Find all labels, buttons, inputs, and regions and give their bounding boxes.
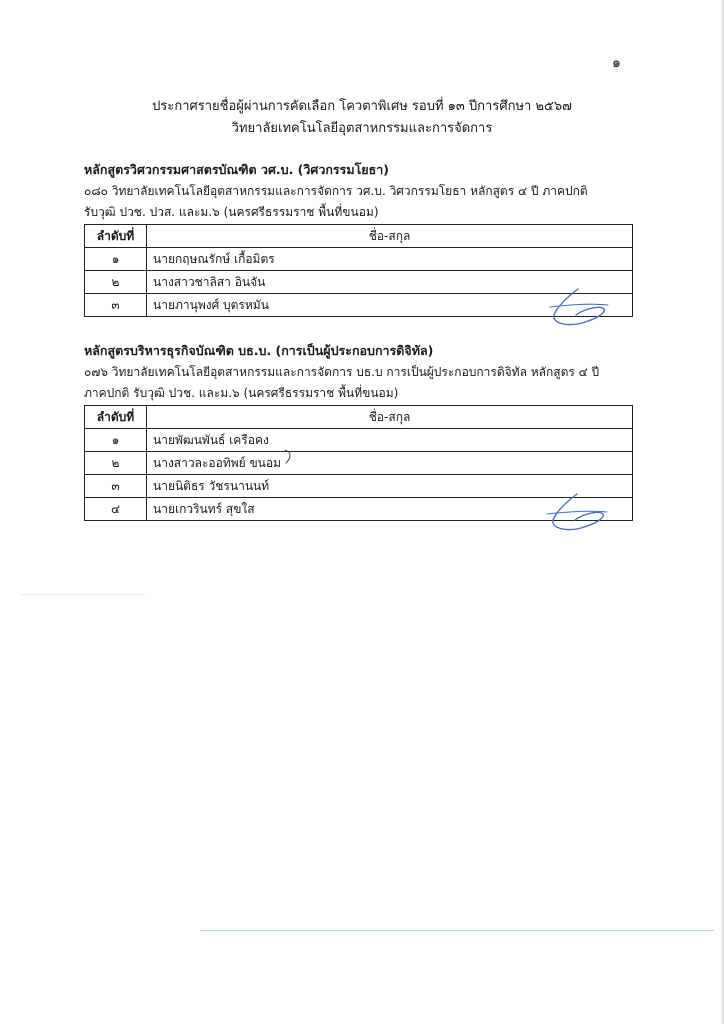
- document-title: ประกาศรายชื่อผู้ผ่านการคัดเลือก โควตาพิเศษ รอบที่ ๑๓ ปีการศึกษา ๒๕๖๗: [152, 99, 572, 114]
- section-heading: หลักสูตรบริหารธุรกิจบัณฑิต บธ.บ. (การเป็นผู้ประกอบการดิจิทัล): [84, 343, 434, 358]
- row-name: นายภานุพงศ์ บุตรหมัน: [147, 294, 633, 317]
- document-subtitle: วิทยาลัยเทคโนโลยีอุตสาหกรรมและการจัดการ: [231, 121, 493, 136]
- column-header-number: ลำดับที่: [85, 225, 147, 248]
- table-row: [85, 452, 633, 475]
- row-number: ๑: [85, 248, 147, 271]
- row-number: ๓: [85, 294, 147, 317]
- section-description-line2: รับวุฒิ ปวช. ปวส. และม.๖ (นครศรีธรรมราช พื้นที่ขนอม): [84, 205, 379, 219]
- table-row: [85, 429, 633, 452]
- row-number: ๒: [85, 271, 147, 294]
- column-header-name: ชื่อ-สกุล: [147, 406, 633, 429]
- row-name: นายเกวรินทร์ สุขใส: [147, 498, 633, 521]
- row-name: นางสาวชาลิสา อินจัน: [147, 271, 633, 294]
- section-description-line1: ๐๗๖ วิทยาลัยเทคโนโลยีอุตสาหกรรมและการจัดการ บธ.บ การเป็นผู้ประกอบการดิจิทัล หลักสูตร ๔ ปี: [84, 365, 600, 379]
- page-edge-shadow: [720, 0, 724, 1024]
- section-description-line2: ภาคปกติ รับวุฒิ ปวช. และม.๖ (นครศรีธรรมราช พื้นที่ขนอม): [84, 386, 399, 400]
- row-number: ๔: [85, 498, 147, 521]
- section-heading: หลักสูตรวิศวกรรมศาสตรบัณฑิต วศ.บ. (วิศวกรรมโยธา): [84, 162, 389, 177]
- row-name: นายพัฒนพันธ์ เครือคง: [147, 429, 633, 452]
- row-number: ๓: [85, 475, 147, 498]
- table-header-row: [85, 406, 633, 429]
- scan-artifact-line: [20, 594, 145, 595]
- page-number: ๑: [612, 55, 621, 71]
- pen-tick-mark: [282, 448, 296, 466]
- column-header-name: ชื่อ-สกุล: [147, 225, 633, 248]
- section-description-line1: ๐๘๐ วิทยาลัยเทคโนโลยีอุตสาหกรรมและการจัดการ วศ.บ. วิศวกรรมโยธา หลักสูตร ๔ ปี ภาคปกติ: [84, 184, 588, 198]
- row-number: ๒: [85, 452, 147, 475]
- column-header-number: ลำดับที่: [85, 406, 147, 429]
- signature-mark: [548, 285, 612, 329]
- row-name: นายนิติธร วัชรนานนท์: [147, 475, 633, 498]
- row-name: นายกฤษณรักษ์ เกื้อมิตร: [147, 248, 633, 271]
- signature-mark: [545, 490, 609, 536]
- scan-artifact-line: [200, 930, 714, 931]
- table-row: [85, 248, 633, 271]
- table-header-row: [85, 225, 633, 248]
- row-name: นางสาวละออทิพย์ ขนอม: [147, 452, 633, 475]
- row-number: ๑: [85, 429, 147, 452]
